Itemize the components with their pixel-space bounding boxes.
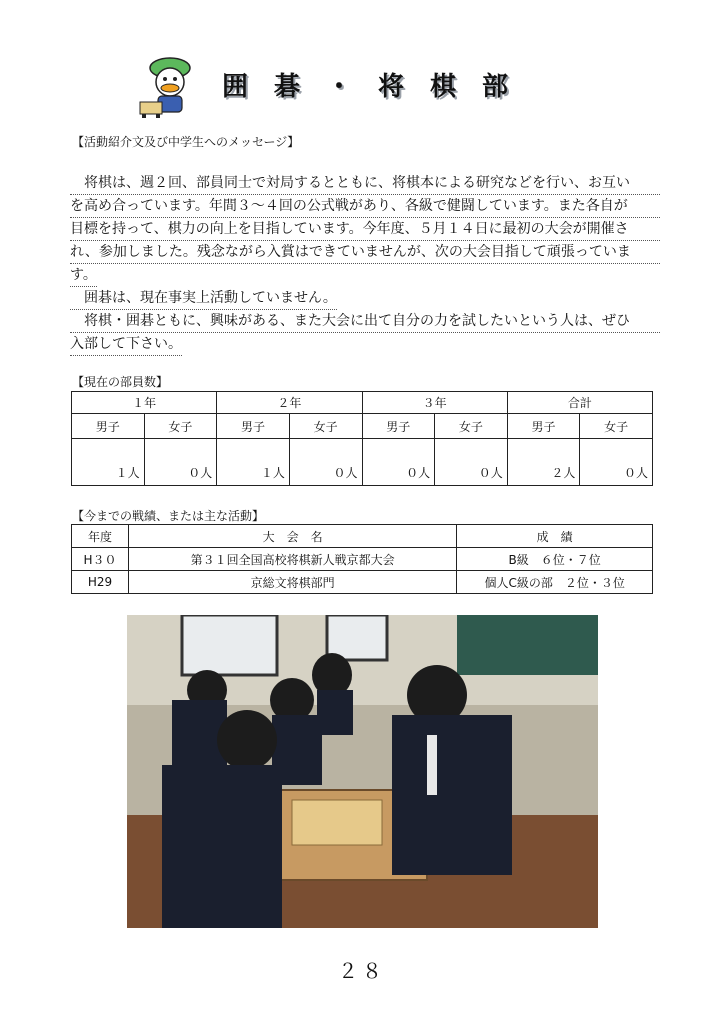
- members-label: 【現在の部員数】: [72, 375, 169, 389]
- intro-line: 将棋・囲碁ともに、興味がある、また大会に出て自分の力を試したいという人は、ぜひ: [70, 310, 660, 333]
- results-header-result: 成 績: [457, 525, 653, 548]
- members-sub-header: 女子: [144, 414, 217, 439]
- members-count: ０人: [435, 439, 508, 486]
- members-group-header: 合計: [507, 392, 652, 414]
- members-count: １人: [217, 439, 290, 486]
- members-group-header: ２年: [217, 392, 362, 414]
- members-sub-header: 女子: [435, 414, 508, 439]
- intro-line: 将棋は、週２回、部員同士で対局するとともに、将棋本による研究などを行い、お互い: [70, 172, 660, 195]
- intro-line: れ、参加しました。残念ながら入賞はできていませんが、次の大会目指して頑張っていま: [70, 241, 660, 264]
- members-count: ０人: [580, 439, 653, 486]
- results-cell: 個人C級の部 ２位・３位: [457, 571, 653, 594]
- members-group-header: ３年: [362, 392, 507, 414]
- members-sub-header: 女子: [289, 414, 362, 439]
- members-count: ０人: [144, 439, 217, 486]
- intro-line: す。: [70, 264, 97, 287]
- duck-mascot-icon: [136, 52, 204, 120]
- results-cell: H３０: [72, 548, 129, 571]
- page-number: ２８: [338, 959, 386, 983]
- club-photo-students-playing-shogi: [127, 615, 598, 928]
- intro-line: 囲碁は、現在事実上活動していません。: [70, 287, 337, 310]
- club-photo: [127, 615, 598, 928]
- members-count: ０人: [362, 439, 435, 486]
- results-cell: 第３１回全国高校将棋新人戦京都大会: [128, 548, 456, 571]
- members-count: １人: [72, 439, 145, 486]
- results-label: 【今までの戦績、または主な活動】: [72, 509, 265, 523]
- results-cell: H29: [72, 571, 129, 594]
- members-group-header: １年: [72, 392, 217, 414]
- intro-line: 入部して下さい。: [70, 333, 182, 356]
- members-sub-header: 男子: [72, 414, 145, 439]
- members-count: ０人: [289, 439, 362, 486]
- results-header-year: 年度: [72, 525, 129, 548]
- members-sub-header: 男子: [217, 414, 290, 439]
- intro-line: を高め合っています。年間３～４回の公式戦があり、各級で健闘しています。また各自が: [70, 195, 660, 218]
- members-sub-header: 男子: [507, 414, 580, 439]
- results-header-event: 大 会 名: [128, 525, 456, 548]
- intro-line: 目標を持って、棋力の向上を目指しています。今年度、５月１４日に最初の大会が開催さ: [70, 218, 660, 241]
- intro-paragraph: [70, 172, 660, 356]
- results-cell: 京総文将棋部門: [128, 571, 456, 594]
- members-sub-header: 男子: [362, 414, 435, 439]
- intro-label: 【活動紹介文及び中学生へのメッセージ】: [72, 135, 300, 149]
- page-title: 囲碁・将棋部: [222, 72, 535, 102]
- results-table: [71, 524, 653, 594]
- results-cell: B級 ６位・７位: [457, 548, 653, 571]
- members-count: ２人: [507, 439, 580, 486]
- members-sub-header: 女子: [580, 414, 653, 439]
- members-table: [71, 391, 653, 486]
